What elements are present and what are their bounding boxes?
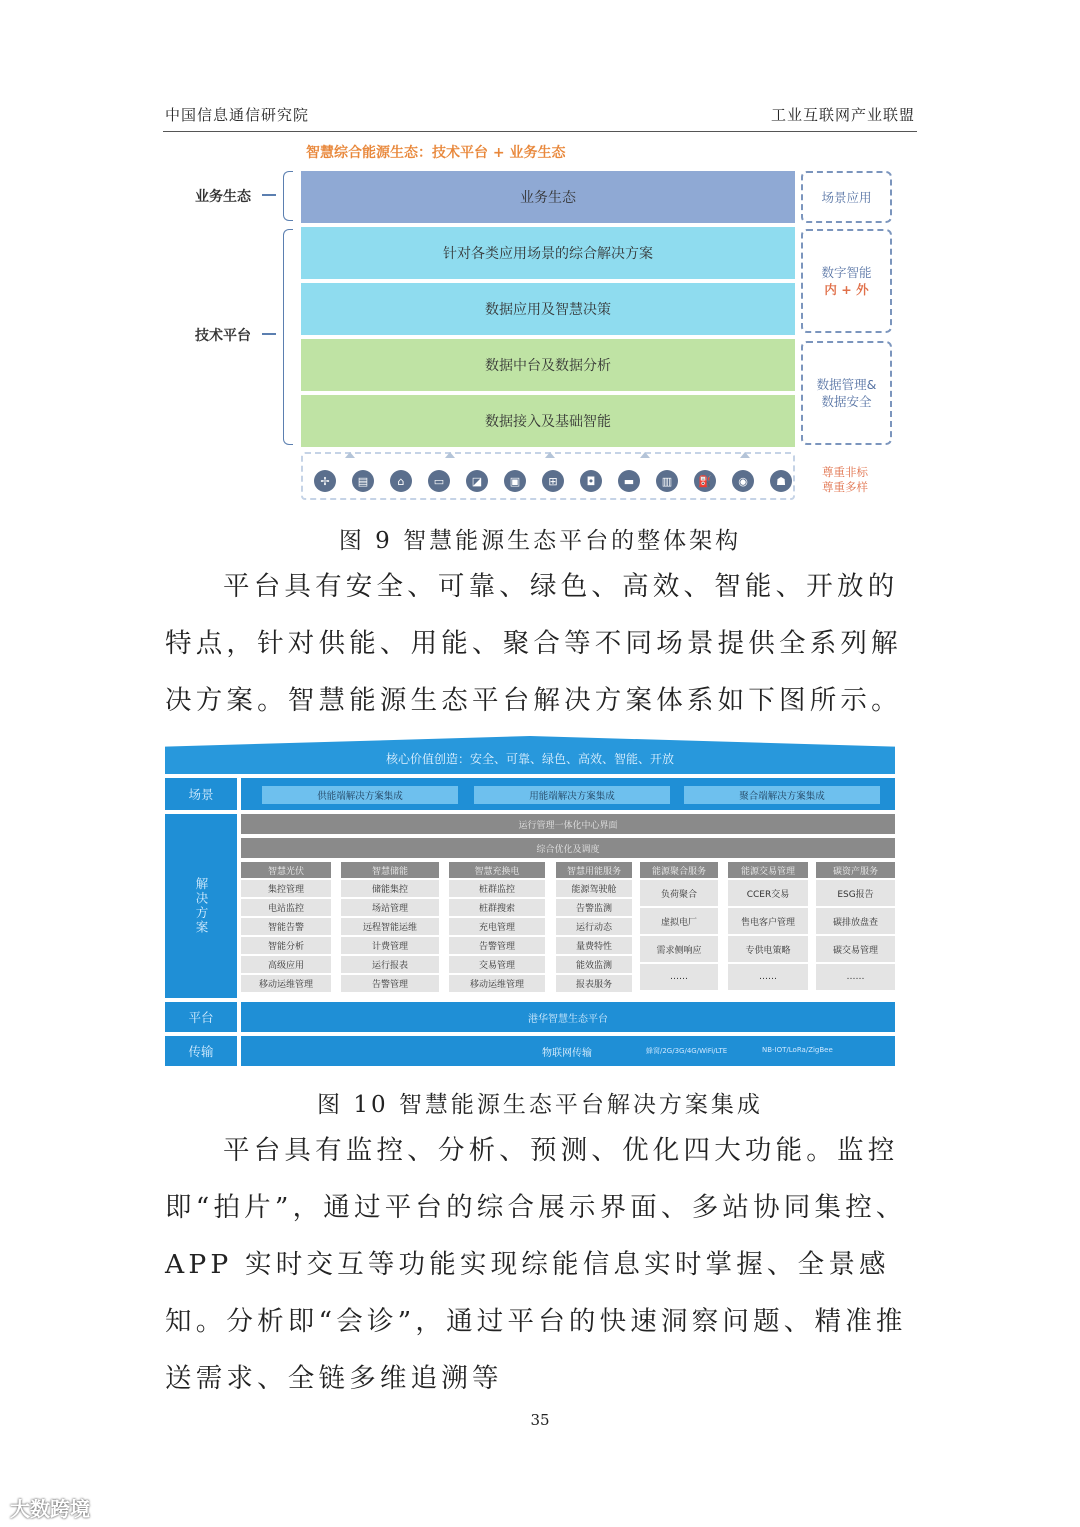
up-arrow-icon: [640, 452, 650, 458]
column-cell: 能源驾驶舱: [556, 880, 632, 897]
scene-item-supply: 供能端解决方案集成: [262, 786, 458, 804]
charger-icon: ◘: [580, 470, 602, 492]
column-cell: 移动运维管理: [449, 975, 545, 992]
respect-note: [822, 465, 868, 495]
fig10-caption: 图 10 智慧能源生态平台解决方案集成: [317, 1092, 763, 1118]
battery-icon: ▭: [428, 470, 450, 492]
respect-note-line1: 尊重非标: [822, 465, 868, 479]
building-icon: ⊞: [542, 470, 564, 492]
column-cell: CCER交易: [728, 880, 808, 906]
column-cell: 碳交易管理: [816, 936, 895, 962]
column-cell: ……: [640, 964, 718, 990]
monitor-icon: ▬: [618, 470, 640, 492]
column-cell: 智能分析: [241, 937, 331, 954]
column-cell: ……: [816, 964, 895, 990]
column-head: 智慧光伏: [241, 862, 331, 878]
transport-note-2: NB-IOT/LoRa/ZigBee: [762, 1046, 833, 1054]
respect-note-line2: 尊重多样: [822, 480, 868, 494]
fig9-caption: 图 9 智慧能源生态平台的整体架构: [338, 528, 742, 554]
solution-column-aggregation: [640, 862, 718, 990]
up-arrow-icon: [445, 452, 455, 458]
right-box-data-mgmt: [801, 341, 892, 445]
column-cell: 智能告警: [241, 918, 331, 935]
page-number: 35: [530, 1411, 550, 1429]
column-cell: 运行报表: [341, 956, 439, 973]
header-org-left: 中国信息通信研究院: [165, 106, 310, 124]
column-cell: 移动运维管理: [241, 975, 331, 992]
fig9-title: 智慧综合能源生态：技术平台 + 业务生态: [306, 145, 566, 161]
column-cell: 电站监控: [241, 899, 331, 916]
column-cell: 需求侧响应: [640, 936, 718, 962]
paragraph-1: 平台具有安全、可靠、绿色、高效、智能、开放的特点，针对供能、用能、聚合等不同场景提供全系列解决方案。智慧能源生态平台解决方案体系如下图所示。: [165, 571, 902, 716]
column-cell: 计费管理: [341, 937, 439, 954]
side-platform: 平台: [165, 1002, 237, 1032]
bracket-tick: [262, 333, 276, 335]
watermark-logo: [10, 1493, 90, 1522]
solution-column-storage: [341, 862, 439, 992]
ops-center-bar: 运行管理一体化中心界面: [241, 814, 895, 834]
bracket-business: [283, 171, 293, 221]
robot-icon: ☗: [770, 470, 792, 492]
column-cell: 告警监测: [556, 899, 632, 916]
column-head: 智慧用能服务: [556, 862, 632, 878]
solution-column-carbon: [816, 862, 895, 990]
column-cell: 场站管理: [341, 899, 439, 916]
side-solution: [165, 814, 237, 998]
platform-bar: 港华智慧生态平台: [241, 1002, 895, 1032]
column-cell: 虚拟电厂: [640, 908, 718, 934]
fuel-pump-icon: ⛽: [694, 470, 716, 492]
wind-turbine-icon: ✢: [314, 470, 336, 492]
side-scene: 场景: [165, 778, 237, 810]
column-cell: 报表服务: [556, 975, 632, 992]
header-org-right: 工业互联网产业联盟: [770, 106, 915, 124]
up-arrow-icon: [740, 452, 750, 458]
vehicle-icon: ◉: [732, 470, 754, 492]
watermark-text: 大数跨境: [10, 1497, 90, 1521]
right-box-digital-label: 数字智能: [821, 265, 872, 280]
layer-data-access: 数据接入及基础智能: [301, 395, 795, 447]
meter-icon: ▤: [352, 470, 374, 492]
column-cell: 量费特性: [556, 937, 632, 954]
side-label-tech: 技术平台: [195, 328, 251, 344]
column-cell: 集控管理: [241, 880, 331, 897]
column-cell: 桩群监控: [449, 880, 545, 897]
side-label-business: 业务生态: [195, 189, 251, 205]
column-cell: 交易管理: [449, 956, 545, 973]
solution-column-charging: [449, 862, 545, 992]
column-cell: 售电客户管理: [728, 908, 808, 934]
column-head: 能源聚合服务: [640, 862, 718, 878]
transport-note: 蜂窝/2G/3G/4G/WiFi/LTE: [646, 1047, 728, 1055]
paragraph-2: 平台具有监控、分析、预测、优化四大功能。监控即“拍片”，通过平台的综合展示界面、多站协同集控、APP 实时交互等功能实现综能信息实时掌握、全景感知。分析即“会诊”，通过平台的快速洞察问题、精准推送需求、全链多维追溯等: [165, 1135, 907, 1394]
right-box-data-mgmt-label: 数据管理&: [816, 377, 877, 392]
solar-panel-icon: ◪: [466, 470, 488, 492]
up-arrow-icon: [545, 452, 555, 458]
column-head: 智慧储能: [341, 862, 439, 878]
cabinet-icon: ▥: [656, 470, 678, 492]
side-transport: 传输: [165, 1036, 237, 1066]
side-solution-label: 解决方案: [194, 877, 209, 935]
column-head: 碳资产服务: [816, 862, 895, 878]
tower-icon: ⌂: [390, 470, 412, 492]
scene-item-consume: 用能端解决方案集成: [474, 786, 670, 804]
up-arrow-icon: [345, 452, 355, 458]
column-cell: 充电管理: [449, 918, 545, 935]
optimize-bar: 综合优化及调度: [241, 838, 895, 858]
column-cell: ……: [728, 964, 808, 990]
solution-column-trading: [728, 862, 808, 990]
right-box-data-mgmt-sub: 数据安全: [821, 394, 872, 409]
column-cell: 告警管理: [341, 975, 439, 992]
column-cell: 储能集控: [341, 880, 439, 897]
column-cell: 告警管理: [449, 937, 545, 954]
device-icon: ▣: [504, 470, 526, 492]
column-cell: 运行动态: [556, 918, 632, 935]
column-cell: 专供电策略: [728, 936, 808, 962]
core-value-text: 核心价值创造：安全、可靠、绿色、高效、智能、开放: [385, 752, 674, 766]
column-cell: ESG报告: [816, 880, 895, 906]
column-cell: 远程智能运维: [341, 918, 439, 935]
bracket-tech: [283, 229, 293, 445]
column-head: 智慧充换电: [449, 862, 545, 878]
solution-column-usage: [556, 862, 632, 992]
column-cell: 负荷聚合: [640, 880, 718, 906]
layer-business: 业务生态: [301, 171, 795, 223]
transport-label: 物联网传输: [542, 1048, 592, 1059]
header-divider: [163, 131, 917, 132]
layer-data-middle: 数据中台及数据分析: [301, 339, 795, 391]
column-cell: 桩群搜索: [449, 899, 545, 916]
column-cell: 能效监测: [556, 956, 632, 973]
scene-item-aggregate: 聚合端解决方案集成: [684, 786, 880, 804]
column-cell: 碳排放盘查: [816, 908, 895, 934]
layer-solutions: 针对各类应用场景的综合解决方案: [301, 227, 795, 279]
right-box-scene-label: 场景应用: [821, 189, 872, 205]
column-head: 能源交易管理: [728, 862, 808, 878]
bracket-tick: [262, 194, 276, 196]
right-box-digital-sub: 内 + 外: [824, 282, 869, 297]
right-box-scene: [801, 171, 892, 223]
column-cell: 高级应用: [241, 956, 331, 973]
right-box-digital: [801, 229, 892, 333]
solution-column-pv: [241, 862, 331, 992]
layer-data-application: 数据应用及智慧决策: [301, 283, 795, 335]
